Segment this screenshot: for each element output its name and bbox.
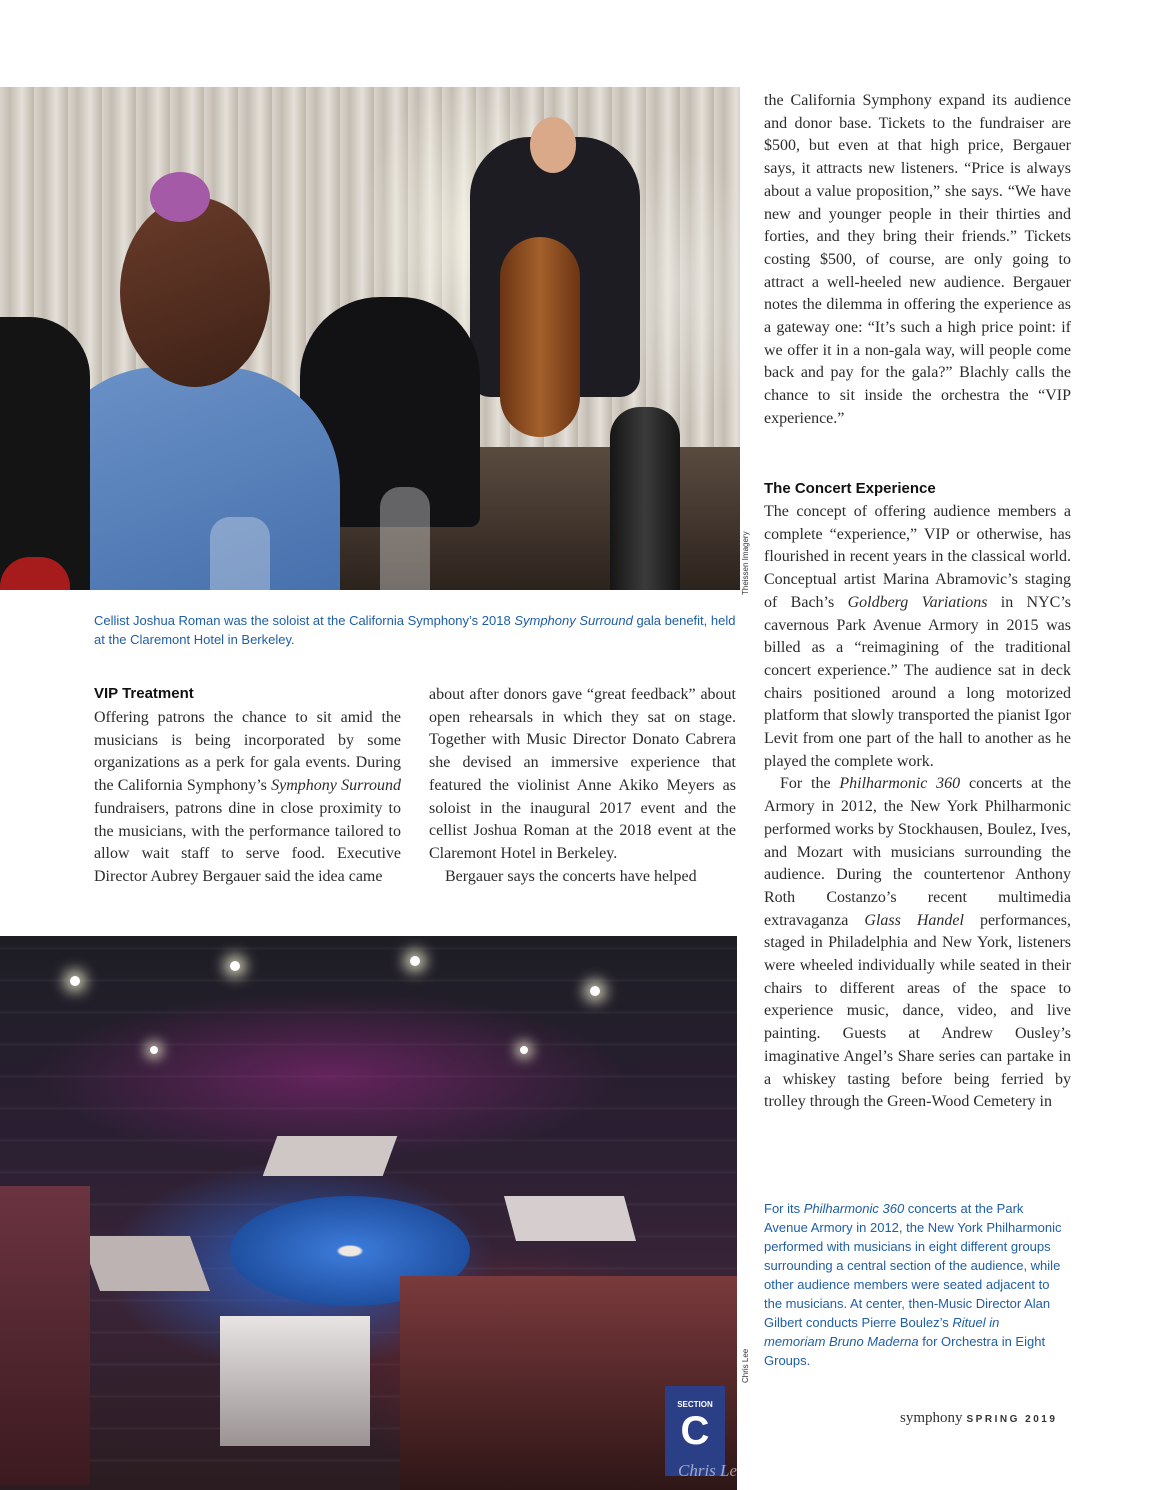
- audience-section: [0, 1186, 90, 1486]
- text: The concept of offering audience members a complete “experience,” VIP or otherwise, has flourished in recent years in the classical world. Conceptual artist Marina Abramovic’s staging of Bach’s: [764, 503, 1071, 611]
- caption-top: [94, 611, 739, 649]
- text: in NYC’s cavernous Park Avenue Armory in 2015 was billed as a “reimagining of the traditional concert experience.” The audience sat in deck chairs positioned around a long motorized platform that slowly transported the pianist Igor Levit from one part of the hall to another as he played the complete work.: [764, 593, 1072, 770]
- ceiling-light: [410, 956, 420, 966]
- ceiling-light: [520, 1046, 528, 1054]
- section-sign-letter: C: [680, 1409, 710, 1453]
- article-column-1: [94, 707, 401, 889]
- work-title: Glass Handel: [864, 911, 964, 929]
- text: concerts at the Armory in 2012, the New York Philharmonic performed works by Stockhausen, Boulez, Ives, and Mozart with musicians surrounding the audience. During the countertenor Anthony Roth Costanzo’s recent multimedia extravaganza: [764, 775, 1071, 929]
- paragraph: about after donors gave “great feedback” about open rehearsals in which they sat on stage. Together with Music Director Donato Cabrera she devised an immersive experience that featured the violinist Anne Akiko Meyers as soloist in the inaugural 2017 event and the cellist Joshua Roman at the 2018 event at the Claremont Hotel in Berkeley.: [429, 686, 736, 862]
- text: Offering patrons the chance to sit amid the musicians is being incorporated by some organizations as a perk for gala events. During the California Symphony’s: [94, 709, 401, 795]
- guest-left: [0, 317, 90, 590]
- event-title: Symphony Surround: [271, 777, 401, 795]
- armory-concert-photo: [0, 936, 745, 1490]
- caption-bottom-text: for Orchestra in Eight Groups.: [764, 1334, 1046, 1368]
- series-title: Philharmonic 360: [839, 775, 961, 793]
- ceiling-light: [150, 1046, 158, 1054]
- photographer-signature: Chris Lee: [678, 1461, 745, 1480]
- orchestra-stage: [263, 1136, 398, 1176]
- cello: [500, 237, 580, 437]
- caption-bottom-text: concerts at the Park Avenue Armory in 2012, the New York Philharmonic performed with musicians in eight different groups surrounding a central section of the audience, while other audience members were seated adjacent to the musicians. At center, then-Music Director Alan Gilbert conducts Pierre Boulez’s: [764, 1201, 1062, 1330]
- ceiling-light: [70, 976, 80, 986]
- article-column-3-cont: [764, 501, 1071, 1114]
- orchestra-stage: [220, 1316, 370, 1446]
- section-sign-label: SECTION: [677, 1400, 713, 1409]
- text: fundraisers, patrons dine in close proximity to the musicians, with the performance tailored to allow wait staff to serve food. Executive Director Aubrey Bergauer said the idea came: [94, 799, 401, 885]
- paragraph: [764, 773, 1071, 1114]
- gala-cellist-photo: [0, 87, 740, 590]
- section-heading-concert: The Concert Experience: [764, 480, 936, 497]
- page-folio: [900, 1410, 1057, 1427]
- orchestra-stage: [80, 1236, 210, 1291]
- ceiling-light: [230, 961, 240, 971]
- article-column-2: [429, 684, 736, 888]
- cellist-head: [530, 117, 576, 173]
- wine-glass: [380, 487, 430, 590]
- work-title: Goldberg Variations: [847, 593, 988, 611]
- paragraph: Bergauer says the concerts have helped: [445, 867, 697, 885]
- caption-top-title: Symphony Surround: [514, 613, 633, 628]
- text: For the: [780, 775, 840, 793]
- woman-head: [120, 197, 270, 387]
- hair-flower: [150, 172, 210, 222]
- section-heading-vip: VIP Treatment: [94, 685, 194, 702]
- caption-top-text: gala benefit, held at the Claremont Hotel in Berkeley.: [94, 613, 736, 647]
- article-column-3: [764, 90, 1071, 431]
- orchestra-stage: [504, 1196, 636, 1241]
- text: performances, staged in Philadelphia and New York, listeners were wheeled individually while seated in their chairs to different areas of the space to experience music, dance, video, and live painting. Guests at Andrew Ousley’s imaginative Angel’s Share series can partake in a whiskey tasting before being ferried by trolley through the Green-Wood Cemetery in: [764, 911, 1072, 1111]
- ceiling-light: [590, 986, 600, 996]
- work-title: Rituel in memoriam Bruno Maderna: [764, 1315, 1000, 1349]
- photo-credit-top: Theissen Imagery: [741, 531, 750, 595]
- caption-bottom-text: For its: [764, 1201, 804, 1216]
- caption-bottom: [764, 1199, 1064, 1370]
- series-title: Philharmonic 360: [803, 1201, 905, 1216]
- paragraph: the California Symphony expand its audience and donor base. Tickets to the fundraiser are $500, but even at that high price, Bergauer says, it attracts new listeners. “Price is always about a value proposition,” she says. “We have new and younger people in their thirties and forties, and they bring their friends.” Tickets costing $500, of course, are only going to attract a well-heeled new audience. Bergauer notes the dilemma in offering the experience as a gateway one: “It’s such a high price point: if we offer it in a non-gala way, will people come back and pay for the gala?” Blachly calls the chance to sit inside the orchestra the “VIP experience.”: [764, 92, 1071, 427]
- wine-bottle: [610, 407, 680, 590]
- issue-season: SPRING 2019: [966, 1414, 1058, 1425]
- paragraph: [94, 707, 401, 889]
- magazine-name: symphony: [900, 1410, 963, 1426]
- caption-top-text: Cellist Joshua Roman was the soloist at the California Symphony’s 2018: [94, 613, 515, 628]
- wine-glass: [210, 517, 270, 590]
- photo-credit-bottom: Chris Lee: [741, 1348, 750, 1383]
- paragraph: [764, 501, 1071, 773]
